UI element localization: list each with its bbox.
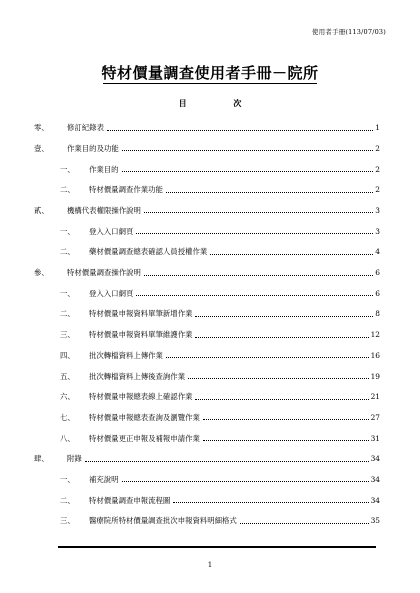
toc-entry-page: 2: [375, 185, 380, 195]
toc-entry-title: 藥材價量調查總表確認人員授權作業: [89, 247, 208, 257]
toc-entry-page: 34: [370, 474, 380, 484]
toc-entry-number: 零、: [34, 123, 49, 133]
toc-entry[interactable]: [34, 173, 380, 194]
toc-entry-page: 16: [370, 350, 380, 360]
toc-entry-number: 二、: [60, 495, 75, 505]
toc-entry-number: 二、: [60, 185, 75, 195]
toc-entry[interactable]: [34, 152, 380, 173]
toc-entry-page: 34: [370, 495, 380, 505]
toc-dot-leader: [195, 399, 368, 400]
toc-entry[interactable]: [34, 442, 380, 463]
toc-entry-title: 批次轉檔資料上傳作業: [89, 350, 163, 360]
toc-entry-page: 34: [370, 454, 380, 464]
toc-entry-number: 六、: [60, 392, 75, 402]
toc-dot-leader: [173, 502, 368, 503]
toc-entry-page: 35: [370, 516, 380, 526]
toc-entry-number: 七、: [60, 412, 75, 422]
toc-entry[interactable]: [34, 318, 380, 339]
toc-entry[interactable]: [34, 380, 380, 401]
toc-entry-title: 機構代表權限操作說明: [67, 206, 141, 216]
toc-dot-leader: [166, 192, 373, 193]
toc-entry-title: 作業目的及功能: [67, 143, 119, 153]
toc-entry-page: 6: [375, 268, 380, 278]
toc-dot-leader: [136, 295, 373, 296]
toc-entry[interactable]: [34, 504, 380, 525]
toc-entry-title: 修訂紀錄表: [67, 123, 104, 133]
toc-entry-number: 一、: [60, 474, 75, 484]
toc-entry-title: 特材價量調查申報流程圖: [89, 495, 171, 505]
toc-entry-page: 27: [370, 412, 380, 422]
toc-entry[interactable]: [34, 339, 380, 360]
toc-entry-page: 2: [375, 143, 380, 153]
toc-entry[interactable]: [34, 463, 380, 484]
toc-entry-title: 醫療院所特材價量調查批次申報資料明細格式: [89, 516, 237, 526]
toc-entry-number: 貳、: [34, 206, 49, 216]
toc-dot-leader: [144, 275, 373, 276]
toc-entry-title: 特材價量更正申報及補報申請作業: [89, 433, 200, 443]
toc-entry-number: 一、: [60, 164, 75, 174]
toc-dot-leader: [203, 440, 369, 441]
toc-entry-title: 登入入口網頁: [89, 288, 134, 298]
toc-entry-page: 1: [375, 123, 380, 133]
toc-entry-title: 登入入口網頁: [89, 226, 134, 236]
toc-entry[interactable]: [34, 401, 380, 422]
toc-entry-page: 12: [370, 330, 380, 340]
toc-dot-leader: [210, 254, 373, 255]
toc-entry[interactable]: [34, 132, 380, 153]
toc-entry-number: 一、: [60, 226, 75, 236]
toc-dot-leader: [144, 212, 373, 213]
toc-entry[interactable]: [34, 111, 380, 132]
toc-entry-title: 特材價量申報總表線上確認作業: [89, 392, 193, 402]
toc-dot-leader: [240, 523, 369, 524]
page-number: 1: [207, 561, 213, 569]
toc-entry-page: 6: [375, 288, 380, 298]
toc-dot-leader: [195, 316, 373, 317]
toc-entry[interactable]: [34, 214, 380, 235]
toc-entry[interactable]: [34, 359, 380, 380]
toc-entry-number: 五、: [60, 371, 75, 381]
toc-dot-leader: [122, 481, 369, 482]
footer-rule: [58, 546, 376, 548]
toc-entry-number: 三、: [60, 516, 75, 526]
toc-dot-leader: [122, 150, 374, 151]
toc-entry-title: 特材價量申報資料單筆維護作業: [89, 330, 193, 340]
toc-entry[interactable]: [34, 256, 380, 277]
toc-entry-title: 附錄: [67, 454, 82, 464]
toc-entry[interactable]: [34, 235, 380, 256]
toc-dot-leader: [136, 233, 373, 234]
table-of-contents: [34, 111, 380, 525]
toc-entry-title: 批次轉檔資料上傳後查詢作業: [89, 371, 186, 381]
toc-entry-page: 8: [375, 309, 380, 319]
toc-entry-number: 八、: [60, 433, 75, 443]
toc-entry-number: 四、: [60, 350, 75, 360]
toc-entry[interactable]: [34, 421, 380, 442]
toc-entry-number: 三、: [60, 330, 75, 340]
document-title: 特材價量調查使用者手冊－院所: [101, 64, 319, 82]
toc-dot-leader: [188, 378, 369, 379]
title-underline: [103, 83, 317, 84]
toc-dot-leader: [195, 337, 368, 338]
toc-entry-page: 3: [375, 206, 380, 216]
toc-entry-page: 31: [370, 433, 380, 443]
toc-entry-number: 一、: [60, 288, 75, 298]
toc-entry-number: 二、: [60, 309, 75, 319]
toc-entry-title: 特材價量調查作業功能: [89, 185, 163, 195]
toc-entry-page: 19: [370, 371, 380, 381]
toc-entry-number: 參、: [34, 268, 49, 278]
toc-dot-leader: [166, 357, 369, 358]
toc-entry-number: 肆、: [34, 454, 49, 464]
toc-entry-number: 二、: [60, 247, 75, 257]
toc-entry-title: 特材價量申報資料單筆新增作業: [89, 309, 193, 319]
toc-entry-page: 2: [375, 164, 380, 174]
toc-entry[interactable]: [34, 194, 380, 215]
toc-entry-page: 4: [375, 247, 380, 257]
toc-dot-leader: [85, 461, 369, 462]
toc-dot-leader: [122, 171, 374, 172]
running-header: 使用者手冊(113/07/03): [311, 28, 386, 36]
toc-entry-number: 壹、: [34, 143, 49, 153]
toc-entry-title: 特材價量調查操作說明: [67, 268, 141, 278]
toc-entry[interactable]: [34, 297, 380, 318]
toc-entry-title: 特材價量申報總表查詢及瀏覽作業: [89, 412, 200, 422]
toc-heading: 目 次: [178, 98, 264, 108]
toc-entry-page: 21: [370, 392, 380, 402]
toc-dot-leader: [203, 419, 369, 420]
toc-dot-leader: [107, 130, 373, 131]
toc-entry-page: 3: [375, 226, 380, 236]
toc-entry-title: 作業目的: [89, 164, 119, 174]
toc-entry-title: 補充說明: [89, 474, 119, 484]
toc-entry[interactable]: [34, 277, 380, 298]
toc-entry[interactable]: [34, 483, 380, 504]
